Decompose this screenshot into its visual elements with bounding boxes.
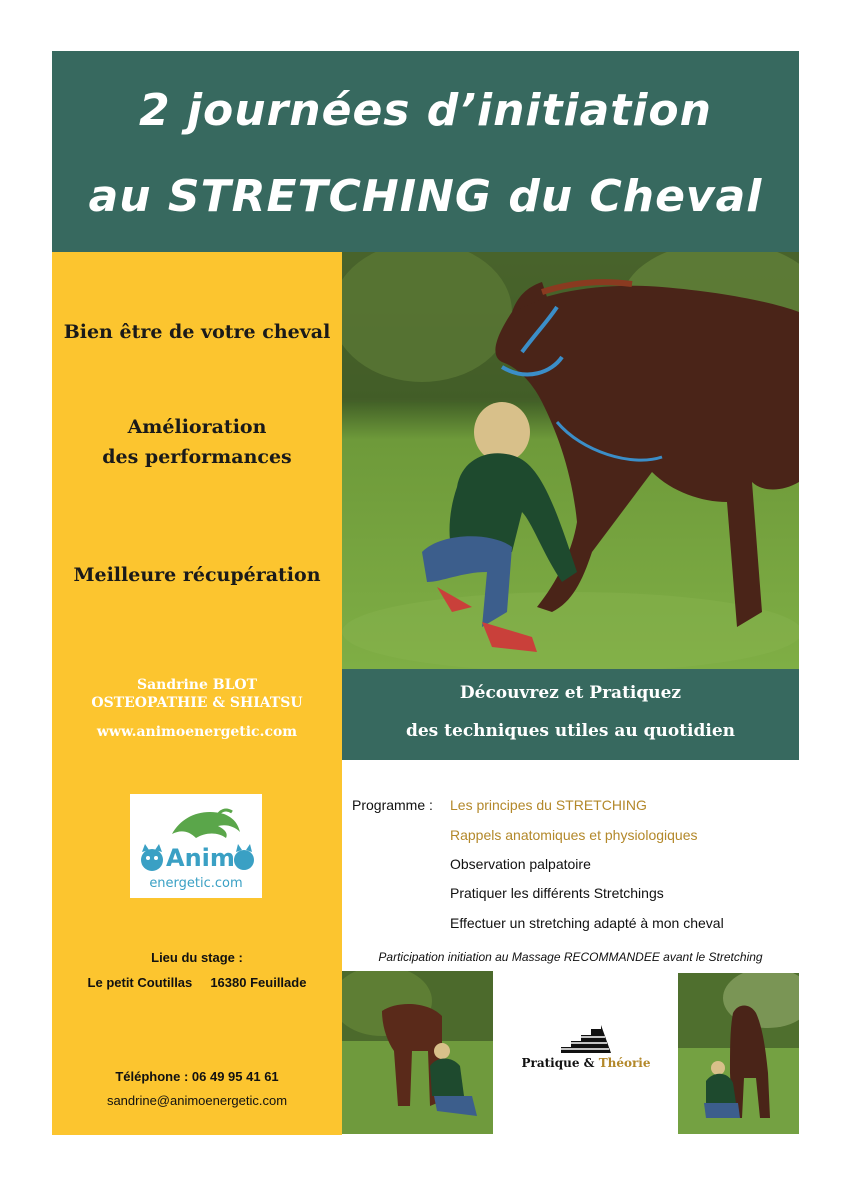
badge-amp: & <box>583 1056 595 1070</box>
band-line-1: Découvrez et Pratiquez <box>459 683 682 703</box>
horse-front-stretch-photo-icon <box>678 973 799 1134</box>
badge-label <box>495 1056 677 1070</box>
horse-stretching-photo <box>342 252 799 669</box>
horse-stretching-photo-icon <box>342 252 799 669</box>
benefit-performance-1: Amélioration <box>127 416 267 438</box>
sidebar <box>52 252 342 1135</box>
logo-sub: energetic.com <box>149 876 243 891</box>
contact-phone: Téléphone : 06 49 95 41 61 <box>115 1069 279 1084</box>
programme-item-1: Les principes du STRETCHING <box>450 797 647 813</box>
contact-email[interactable]: sandrine@animoenergetic.com <box>106 1093 288 1108</box>
benefit-recovery: Meilleure récupération <box>73 564 321 586</box>
band-line-2: des techniques utiles au quotidien <box>405 721 736 741</box>
poster-header <box>52 51 799 252</box>
badge-theorie: Théorie <box>598 1056 651 1070</box>
venue-label: Lieu du stage : <box>151 950 243 965</box>
programme-item-3: Observation palpatoire <box>450 856 591 872</box>
programme-label: Programme : <box>352 797 433 813</box>
massage-note: Participation initiation au Massage RECOMMANDEE avant le Stretching <box>378 950 763 964</box>
animo-logo <box>130 794 262 898</box>
discover-band <box>342 669 799 760</box>
venue-postcode: 16380 Feuillade <box>210 975 307 990</box>
horse-rear-stretch-photo-icon <box>342 971 493 1134</box>
title-line-2: au STRETCHING du Cheval <box>88 171 763 222</box>
pratique-theorie-badge <box>495 1025 677 1085</box>
benefit-wellbeing: Bien être de votre cheval <box>63 321 331 343</box>
logo-brand: Animo <box>166 844 252 872</box>
title-line-1: 2 journées d’initiation <box>139 85 712 136</box>
benefit-performance-2: des performances <box>102 446 292 468</box>
venue-place: Le petit Coutillas <box>87 975 193 990</box>
stairs-icon <box>561 1025 611 1053</box>
horse-rear-stretch-photo <box>342 971 493 1134</box>
author-specialty: OSTEOPATHIE & SHIATSU <box>91 695 303 711</box>
badge-pratique: Pratique <box>521 1056 580 1070</box>
author-website[interactable]: www.animoenergetic.com <box>96 724 298 740</box>
programme-item-2: Rappels anatomiques et physiologiques <box>450 827 698 843</box>
horse-front-stretch-photo <box>678 973 799 1134</box>
programme-item-4: Pratiquer les différents Stretchings <box>450 885 664 901</box>
programme-item-5: Effectuer un stretching adapté à mon cheval <box>450 915 724 931</box>
author-name: Sandrine BLOT <box>136 677 258 693</box>
venue-address <box>52 975 342 990</box>
